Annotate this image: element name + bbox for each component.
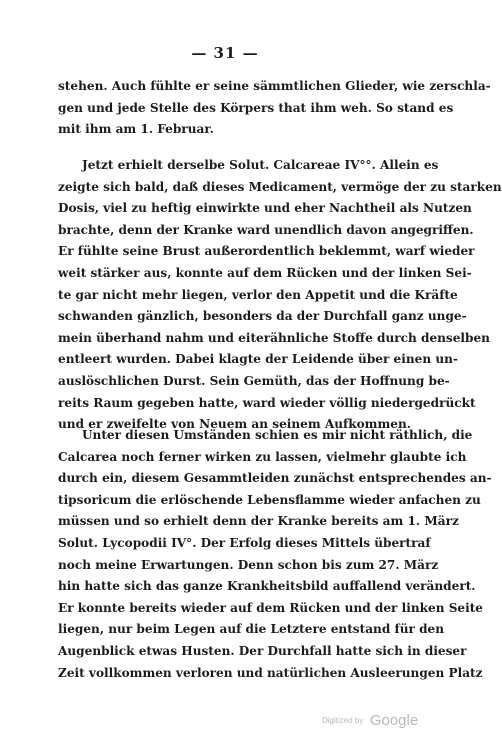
text-line: auslöschlichen Durst. Sein Gemüth, das der Hoffnung be- bbox=[58, 373, 450, 388]
text-line: schwanden gänzlich, besonders da der Durchfall ganz unge- bbox=[58, 309, 467, 324]
paragraph-3 bbox=[58, 425, 492, 684]
text-line: und er zweifelte von Neuem an seinem Aufkommen. bbox=[58, 417, 411, 432]
text-line: reits Raum gegeben hatte, ward wieder völlig niedergedrückt bbox=[58, 395, 476, 410]
text-line: Zeit vollkommen verloren und natürlichen Ausleerungen Platz bbox=[58, 665, 483, 680]
text-line: Dosis, viel zu heftig einwirkte und eher Nachtheil als Nutzen bbox=[58, 201, 472, 216]
text-line: stehen. Auch fühlte er seine sämmtlichen Glieder, wie zerschla- bbox=[58, 79, 491, 93]
text-line: Calcarea noch ferner wirken zu lassen, vielmehr glaubte ich bbox=[58, 449, 467, 464]
text-line: Er fühlte seine Brust außerordentlich beklemmt, warf wieder bbox=[58, 244, 475, 259]
text-line: hin hatte sich das ganze Krankheitsbild auffallend verändert. bbox=[58, 579, 476, 594]
text-line: mit ihm am 1. Februar. bbox=[58, 122, 214, 137]
digitized-watermark bbox=[322, 712, 418, 730]
text-line: gen und jede Stelle des Körpers that ihm weh. So stand es bbox=[58, 100, 454, 115]
text-line: Unter diesen Umständen schien es mir nicht räthlich, die bbox=[82, 428, 473, 442]
text-line: mein überhand nahm und eiterähnliche Stoffe durch denselben bbox=[58, 330, 490, 345]
text-line: Er konnte bereits wieder auf dem Rücken und der linken Seite bbox=[58, 600, 483, 615]
text-line: zeigte sich bald, daß dieses Medicament, vermöge der zu starken bbox=[58, 179, 502, 194]
text-line: Solut. Lycopodii IV°. Der Erfolg dieses Mittels übertraf bbox=[58, 535, 431, 550]
text-line: durch ein, diesem Gesammtleiden zunächst entsprechendes an- bbox=[58, 471, 492, 486]
page-number: — 31 — bbox=[191, 44, 259, 62]
text-line: te gar nicht mehr liegen, verlor den Appetit und die Kräfte bbox=[58, 287, 458, 302]
text-line: brachte, denn der Kranke ward unendlich davon angegriffen. bbox=[58, 222, 474, 237]
text-line: tipsoricum die erlöschende Lebensflamme wieder anfachen zu bbox=[58, 492, 481, 507]
paragraph-1 bbox=[58, 76, 491, 141]
text-line: liegen, nur beim Legen auf die Letztere entstand für den bbox=[58, 622, 445, 637]
text-line: Augenblick etwas Husten. Der Durchfall hatte sich in dieser bbox=[58, 643, 467, 658]
text-line: Jetzt erhielt derselbe Solut. Calcareae IV°°. Allein es bbox=[82, 158, 439, 172]
text-line: müssen und so erhielt denn der Kranke bereits am 1. März bbox=[58, 514, 459, 529]
text-line: entleert wurden. Dabei klagte der Leidende über einen un- bbox=[58, 352, 458, 367]
text-line: noch meine Erwartungen. Denn schon bis zum 27. März bbox=[58, 557, 439, 572]
watermark-brand: Google bbox=[369, 712, 419, 729]
watermark-prefix: Digitized by bbox=[322, 716, 364, 725]
text-line: weit stärker aus, konnte auf dem Rücken und der linken Sei- bbox=[58, 265, 472, 280]
